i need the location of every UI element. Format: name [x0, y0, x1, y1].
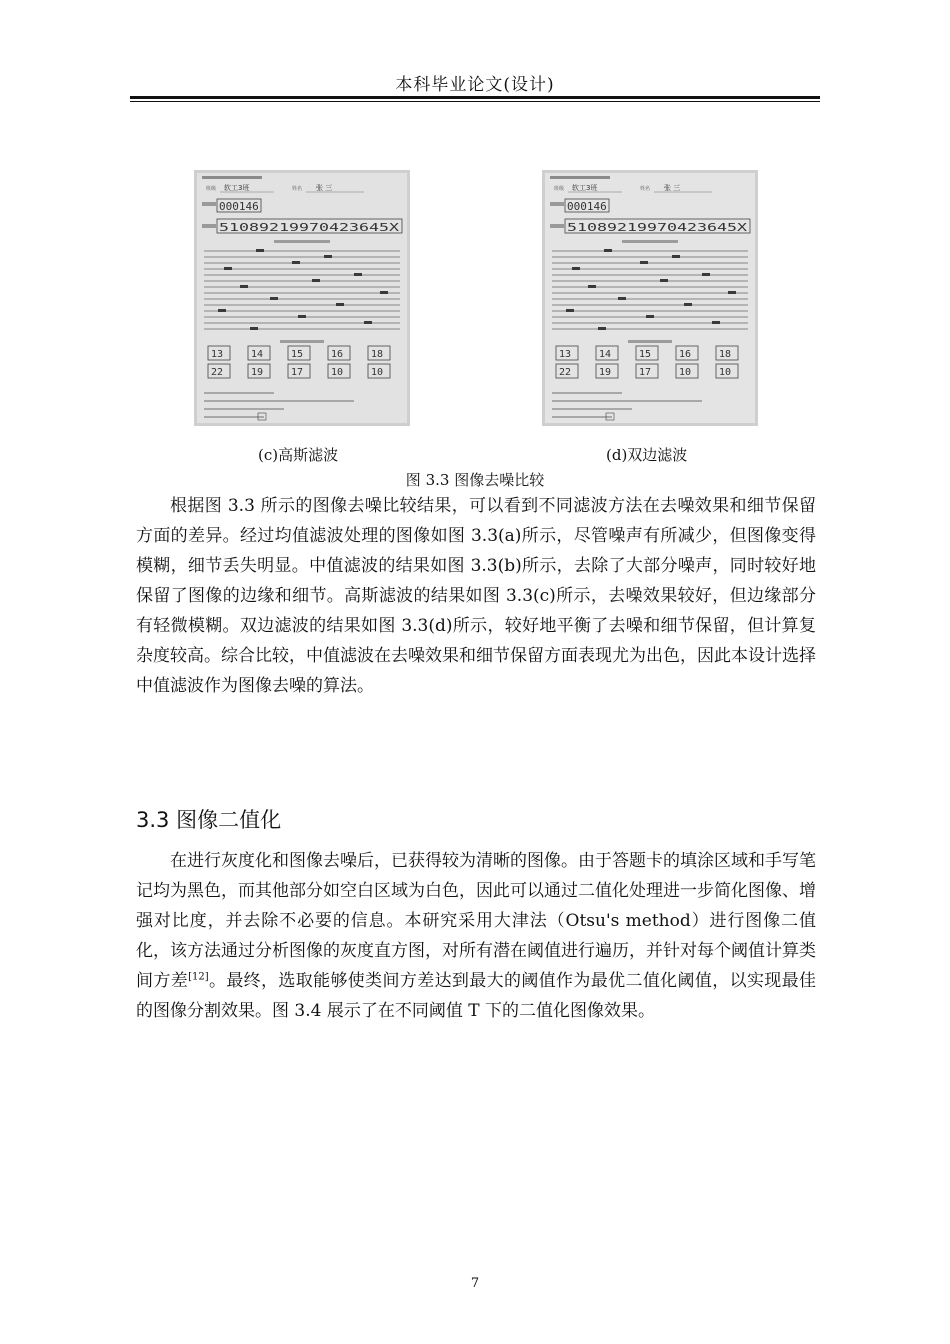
page-number: 7: [470, 1276, 480, 1291]
card-box-r2-4: 10: [679, 367, 692, 378]
card-box-r2-3: 17: [639, 367, 652, 378]
figure-gaussian-filter: [194, 170, 410, 426]
paragraph-binarization: [136, 846, 816, 1026]
card-box-r2-1: 22: [211, 367, 224, 378]
section-heading: 3.3 图像二值化: [136, 808, 282, 832]
subcaption-d: (d)双边滤波: [606, 446, 688, 464]
card-name-value: 张 三: [664, 184, 681, 192]
answer-card-image-d: [542, 170, 758, 426]
paragraph-binarization-text-1: 在进行灰度化和图像去噪后，已获得较为清晰的图像。由于答题卡的填涂区域和手写笔记均为黑色，而其他部分如空白区域为白色，因此可以通过二值化处理进一步简化图像、增强对比度，并去除不必要的信息。本研究采用大津法（Otsu's method）进行图像二值化，该方法通过分析图像的灰度直方图，对所有潜在阈值进行遍历，并针对每个阈值计算类间方差: [136, 851, 816, 991]
paragraph-binarization-text-2: 。最终，选取能够使类间方差达到最大的阈值作为最优二值化阈值，以实现最佳的图像分割效果。图 3.4 展示了在不同阈值 T 下的二值化图像效果。: [136, 971, 817, 1021]
card-long-digits: 51089219970423645X: [219, 221, 400, 234]
card-box-r1-3: 15: [291, 349, 304, 360]
card-id-digits: 000146: [219, 200, 259, 213]
card-name-label: 姓名: [292, 186, 303, 192]
card-class-label: 班级: [554, 186, 565, 192]
card-box-r2-2: 19: [251, 367, 264, 378]
header-rule-thick: [130, 96, 820, 99]
card-class-value: 软工3班: [224, 184, 250, 192]
card-box-r1-4: 16: [331, 349, 344, 360]
figure-caption: 图 3.3 图像去噪比较: [405, 471, 545, 489]
card-box-r2-2: 19: [599, 367, 612, 378]
card-box-r1-5: 18: [371, 349, 384, 360]
card-class-label: 班级: [206, 186, 217, 192]
figure-bilateral-filter: [542, 170, 758, 426]
card-box-r2-1: 22: [559, 367, 572, 378]
card-box-r1-2: 14: [599, 349, 612, 360]
card-id-digits: 000146: [567, 200, 607, 213]
card-box-r1-4: 16: [679, 349, 692, 360]
card-box-r1-5: 18: [719, 349, 732, 360]
card-name-label: 姓名: [640, 186, 651, 192]
card-box-r2-5: 10: [371, 367, 384, 378]
header-rule-thin: [130, 101, 820, 102]
card-box-r2-3: 17: [291, 367, 304, 378]
card-box-r1-3: 15: [639, 349, 652, 360]
card-box-r1-1: 13: [211, 349, 224, 360]
card-class-value: 软工3班: [572, 184, 598, 192]
card-box-r2-5: 10: [719, 367, 732, 378]
card-box-r1-2: 14: [251, 349, 264, 360]
answer-card-image-c: [194, 170, 410, 426]
card-long-digits: 51089219970423645X: [567, 221, 748, 234]
subcaption-c: (c)高斯滤波: [258, 446, 339, 464]
paragraph-denoise-comparison: 根据图 3.3 所示的图像去噪比较结果，可以看到不同滤波方法在去噪效果和细节保留方面的差异。经过均值滤波处理的图像如图 3.3(a)所示，尽管噪声有所减少，但图像变得模糊，细节丢失明显。中值滤波的结果如图 3.3(b)所示，去除了大部分噪声，同时较好地保留了图像的边缘和细节。高斯滤波的结果如图 3.3(c)所示，去噪效果较好，但边缘部分有轻微模糊。双边滤波的结果如图 3.3(d)所示，较好地平衡了去噪和细节保留，但计算复杂度较高。综合比较，中值滤波在去噪效果和细节保留方面表现尤为出色，因此本设计选择中值滤波作为图像去噪的算法。: [136, 496, 816, 696]
running-header: 本科毕业论文(设计): [395, 75, 555, 95]
citation-ref[interactable]: [12]: [188, 971, 209, 983]
card-name-value: 张 三: [316, 184, 333, 192]
card-box-r2-4: 10: [331, 367, 344, 378]
card-box-r1-1: 13: [559, 349, 572, 360]
